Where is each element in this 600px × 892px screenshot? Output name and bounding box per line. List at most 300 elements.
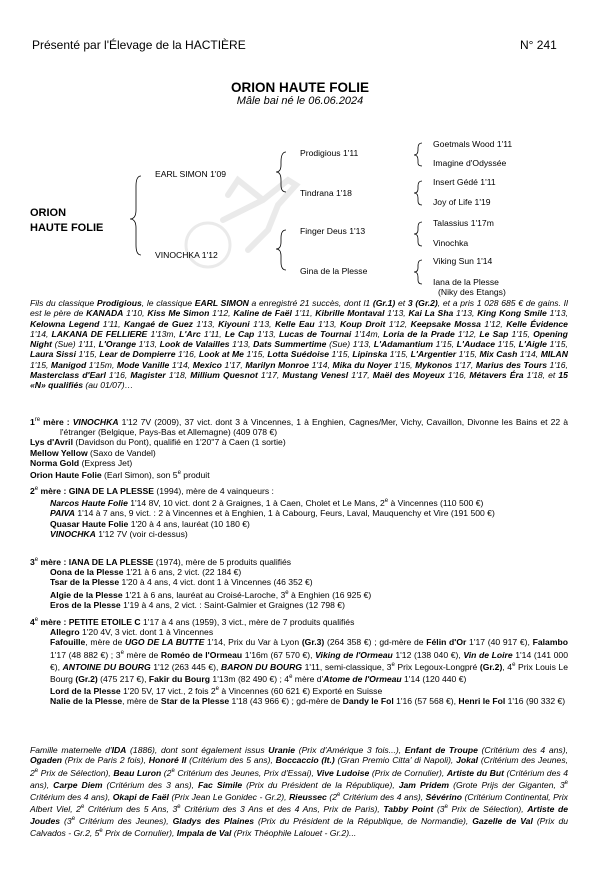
text-segment: e xyxy=(564,779,568,786)
text-segment: e xyxy=(444,804,448,811)
text-segment: Kelle Évidence xyxy=(506,318,568,329)
text-segment: 1'17, xyxy=(348,370,373,381)
text-segment: (Prix d'Amérique 3 fois...), xyxy=(295,745,405,755)
text-segment: (3 xyxy=(60,816,72,827)
text-segment: Loria de la Prade xyxy=(383,328,455,339)
text-segment: (Earl Simon), son 5 xyxy=(101,470,178,481)
text-segment: Prix Louis Le Bourg xyxy=(50,661,568,684)
text-segment: 3 (Gr.2) xyxy=(407,298,438,308)
fourth-dam-heading xyxy=(30,615,568,627)
text-segment: a enregistré 21 succès, dont l1 xyxy=(248,298,373,308)
text-segment: 1'12, xyxy=(480,318,507,329)
text-segment: Artiste de Joudes xyxy=(30,803,569,827)
third-dam-section xyxy=(30,555,568,610)
text-segment: Critérium des Jeunes, Prix d'Essai), xyxy=(174,767,317,778)
text-segment: 1'12 (263 445 €), xyxy=(150,661,221,672)
text-segment: 1'11, semi-classique, 3 xyxy=(302,661,392,672)
text-segment: BARON DU BOURG xyxy=(221,661,303,672)
text-segment: Kiyouni xyxy=(218,318,250,329)
third-dam-produce xyxy=(30,567,568,577)
text-segment: (1974), mère de 5 produits qualifiés xyxy=(153,556,292,567)
fourth-dam-produce xyxy=(30,637,568,684)
text-segment: (Prix de Paris 2 fois), xyxy=(62,755,149,766)
text-segment: Critérium des 4 ans), xyxy=(30,791,113,802)
text-segment: 15 «N» qualifiés xyxy=(30,370,568,391)
text-segment: 1'13, xyxy=(249,318,275,329)
text-segment: 1'12 (138 040 €), xyxy=(392,649,464,660)
text-segment: Kibrille Montaval xyxy=(315,308,385,319)
text-segment: Koup Droit xyxy=(339,318,386,329)
text-segment: (Critérium des 3 ans), xyxy=(102,779,199,790)
text-segment: (Prix du Président de la République, de Normandie), xyxy=(254,816,473,827)
fourth-dam-produce xyxy=(30,627,568,637)
text-segment: Critérium des Jeunes), xyxy=(75,816,173,827)
text-segment: Laura Sissi xyxy=(30,349,76,360)
text-segment: 1'20 5V, 17 vict., 2 fois 2 xyxy=(120,686,216,697)
text-segment: , mère de xyxy=(122,696,161,707)
text-segment: 1'14 (120 440 €) xyxy=(401,673,467,684)
text-segment: Mode Vanille xyxy=(116,359,170,370)
first-dam-produce xyxy=(30,448,568,458)
text-segment: Le Sap xyxy=(479,328,509,339)
pedigree-dsd: Vinochka xyxy=(433,238,469,248)
text-segment: L'Adamantium xyxy=(373,339,434,350)
text-segment: Gazelle de Val xyxy=(472,816,533,827)
text-segment: Lucas de Tournai xyxy=(278,328,352,339)
text-segment: Critérium des 3 Ans et des 4 Ans, Prix de Paris), xyxy=(180,803,384,814)
text-segment: Falambo xyxy=(532,637,568,648)
text-segment: Sévérino xyxy=(425,791,462,802)
second-dam-produce xyxy=(30,519,568,529)
text-segment: (Express Jet) xyxy=(79,458,133,469)
sire-paragraph xyxy=(30,298,568,391)
text-segment: 1'11, xyxy=(99,318,124,329)
text-segment: (Grote Prijs der Giganten, 3 xyxy=(449,779,565,790)
text-segment: Look de Valailles xyxy=(159,339,230,350)
text-segment: re xyxy=(34,417,41,423)
text-segment: 1'13, xyxy=(314,318,340,329)
text-segment: Kai La Sha xyxy=(408,308,454,319)
text-segment: 1'12 7V (2009), 37 vict. dont 3 à Vincennes, 1 à Enghien, Cagnes/Mer, Vichy, Cavaillon, Divonne les Bains et 22 à l'étranger (Belgique, Pays-Bas et Allemagne) (409 078 €) xyxy=(60,416,568,438)
pedigree-sire-dam: Tindrana 1'18 xyxy=(300,188,352,198)
text-segment: Rieussec xyxy=(289,791,327,802)
text-segment: e xyxy=(391,661,395,668)
text-segment: 1'17 (40 917 €), xyxy=(466,637,533,648)
text-segment: L'Orange xyxy=(98,339,136,350)
text-segment: 1'16, xyxy=(105,370,131,381)
text-segment: Prix de Sélection), xyxy=(38,767,114,778)
third-dam-heading xyxy=(30,555,568,567)
text-segment: 1'15, xyxy=(456,349,480,360)
text-segment: VINOCHKA xyxy=(50,528,96,539)
text-segment: à Vincennes (60 621 €) Exporté en Suisse xyxy=(219,686,383,697)
horse-subtitle: Mâle bai né le 06.06.2024 xyxy=(236,95,364,107)
text-segment: Prix de Cornulier), xyxy=(102,828,177,839)
text-segment: Kangaé de Guez xyxy=(123,318,193,329)
text-segment: 1'16 (57 568 €), xyxy=(393,696,459,707)
text-segment: e xyxy=(34,767,39,774)
text-segment: e xyxy=(289,674,293,681)
text-segment: Lear de Dompierre xyxy=(99,349,176,360)
text-segment: 1'11, xyxy=(200,328,225,339)
pedigree-ddd-dam: (Niky des Etangs) xyxy=(438,287,506,297)
text-segment: 1'18, xyxy=(165,370,191,381)
text-segment: 1'14, xyxy=(169,359,193,370)
text-segment: 1'16 (90 332 €) xyxy=(505,696,566,707)
text-segment: Critérium des 5 Ans, 3 xyxy=(84,803,178,814)
third-dam-produce xyxy=(30,588,568,600)
text-segment: Mustang Venesl xyxy=(282,370,349,381)
text-segment: EARL SIMON xyxy=(194,298,249,308)
text-segment: (Saxo de Vandel) xyxy=(87,447,156,458)
text-segment: mère : IANA DE LA PLESSE xyxy=(38,556,154,567)
text-segment: produit xyxy=(180,470,210,481)
text-segment: L'Argentier xyxy=(410,349,457,360)
text-segment: (Critérium des 5 ans), xyxy=(186,755,276,766)
maternal-family-paragraph xyxy=(30,745,568,839)
text-segment: MILAN xyxy=(540,349,568,360)
text-segment: 1'20 à 4 ans, 4 vict. dont 1 à Vincennes (46 352 €) xyxy=(119,577,313,588)
text-segment: 1'15, xyxy=(508,328,534,339)
text-segment: e xyxy=(384,498,389,505)
text-segment: LAKANA DE FELLIERE xyxy=(51,328,148,339)
text-segment: (Gr.2) xyxy=(75,673,98,684)
text-segment: KANADA xyxy=(86,308,124,319)
text-segment: 1'14 8V, 10 vict. dont 2 à Graignes, 1 à Caen, Cholet et Le Mans, 2 xyxy=(127,498,385,509)
text-segment: e xyxy=(171,767,175,774)
text-segment: L'Arc xyxy=(179,328,201,339)
text-segment: Vive Ludoise xyxy=(316,767,370,778)
text-segment: mère d' xyxy=(292,673,324,684)
maternal-family-text xyxy=(30,745,568,839)
text-segment: 2 xyxy=(30,485,35,496)
horse-name-line1: ORION xyxy=(30,207,67,219)
text-segment: (Sue) 1'13, xyxy=(326,339,374,350)
text-segment: 1'21 à 6 ans, lauréat au Croisé-Laroche, 3 xyxy=(122,589,286,600)
text-segment: Oona de la Plesse xyxy=(50,567,124,578)
text-segment: 1'15m, xyxy=(86,359,117,370)
text-segment: e xyxy=(34,486,39,492)
horse-name-line2: HAUTE FOLIE xyxy=(30,222,104,234)
text-segment: Enfant de Troupe xyxy=(404,745,478,755)
text-segment: 1'13, xyxy=(229,339,254,350)
text-segment: UGO DE LA BUTTE xyxy=(124,637,205,648)
text-segment: 1'12, xyxy=(454,328,480,339)
text-segment: Fafouille xyxy=(50,637,86,648)
second-dam-produce xyxy=(30,496,568,508)
text-segment: , mère de xyxy=(85,637,125,648)
text-segment: Métavers Éra xyxy=(469,370,524,381)
text-segment: Kelle Eau xyxy=(274,318,315,329)
text-segment: Quasar Haute Folie xyxy=(50,518,129,529)
text-segment: (Davidson du Pont), qualifié en 1'20''7 à Caen (1 sortie) xyxy=(72,437,286,448)
text-segment: VINOCHKA xyxy=(72,416,119,427)
text-segment: 1'15, xyxy=(391,359,416,370)
text-segment: Prodigious xyxy=(96,298,142,308)
text-segment: 1'11, xyxy=(291,308,316,319)
text-segment: 1'16m (67 570 €), xyxy=(242,649,316,660)
text-segment: (475 217 €), xyxy=(97,673,149,684)
text-segment: Star de la Plesse xyxy=(160,696,230,707)
text-segment: (Critérium des 4 ans), xyxy=(30,767,569,790)
text-segment: 1'16, xyxy=(175,349,199,360)
text-segment: (Critérium Continental, Prix Albert Viel, 2 xyxy=(30,791,568,814)
text-segment: Allegro xyxy=(50,627,80,638)
text-segment: ANTOINE DU BOURG xyxy=(62,661,151,672)
text-segment: à Enghien (16 925 €) xyxy=(288,589,372,600)
pedigree-dam: VINOCHKA 1'12 xyxy=(155,250,218,260)
text-segment: mère : PETITE ETOILE C xyxy=(38,616,141,627)
text-segment: Magister xyxy=(130,370,166,381)
text-segment: 1'15, xyxy=(329,349,353,360)
text-segment: Prix Legoux-Longpré xyxy=(394,661,480,672)
text-segment: e xyxy=(71,816,76,823)
text-segment: 1'20 à 4 ans, lauréat (10 180 €) xyxy=(128,518,250,529)
text-segment: (Gr.3) xyxy=(301,637,325,648)
third-dam-produce xyxy=(30,600,568,610)
fourth-dam-produce xyxy=(30,696,568,706)
text-segment: Fac Simile xyxy=(198,779,243,790)
text-segment: à Vincennes (110 500 €) xyxy=(388,498,484,509)
fourth-dam-section xyxy=(30,615,568,707)
text-segment: Millium Quesnot xyxy=(190,370,258,381)
text-segment: Okapi de Faël xyxy=(112,791,169,802)
text-segment: Roméo de l'Ormeau xyxy=(160,649,243,660)
text-segment: 1'18, et xyxy=(523,370,559,381)
first-dam-produce xyxy=(30,458,568,468)
text-segment: 1'13, xyxy=(453,308,478,319)
text-segment: 1'13m (82 490 €) ; 4 xyxy=(210,673,290,684)
text-segment: 1'16, xyxy=(444,370,470,381)
text-segment: Marilyn Monroe xyxy=(245,359,310,370)
text-segment: 1'17, xyxy=(257,370,283,381)
text-segment: e xyxy=(34,557,39,563)
text-segment: mère : GINA DE LA PLESSE xyxy=(38,485,155,496)
text-segment: Manigod xyxy=(50,359,87,370)
text-segment: Le Cap xyxy=(224,328,255,339)
text-segment: 1'14, xyxy=(30,328,52,339)
text-segment: Atome de l'Ormeau xyxy=(323,673,402,684)
text-segment: 1'20 4V, 3 vict. dont 1 à Vincennes xyxy=(79,627,214,638)
text-segment: 1'17, xyxy=(221,359,246,370)
text-segment: 1'16, xyxy=(547,359,568,370)
pedigree-sire: EARL SIMON 1'09 xyxy=(155,169,227,179)
text-segment: 1'18 (43 966 €) ; gd-mère de xyxy=(229,696,343,707)
text-segment: Narcos Haute Folie xyxy=(50,498,128,509)
text-segment: Honoré II xyxy=(148,755,187,766)
text-segment: 1'13, xyxy=(254,328,279,339)
text-segment: e xyxy=(285,589,289,596)
text-segment: 1'15, xyxy=(30,359,51,370)
text-segment: Mellow Yellow xyxy=(30,447,88,458)
text-segment: Henri le Fol xyxy=(458,696,506,707)
text-segment: Eros de la Plesse xyxy=(50,599,121,610)
text-segment: 1'15, xyxy=(75,349,100,360)
text-segment: Lipinska xyxy=(352,349,388,360)
text-segment: Tsar de la Plesse xyxy=(50,577,120,588)
pedigree-sire-sire: Prodigious 1'11 xyxy=(300,148,359,158)
second-dam-heading xyxy=(30,484,568,496)
text-segment: (Prix du Calvados - Gr.2, 5 xyxy=(30,816,569,839)
text-segment: (Gr.1) xyxy=(372,298,396,308)
text-segment: (3 xyxy=(433,803,445,814)
text-segment: 1'15, xyxy=(495,339,519,350)
text-segment: 1'21 à 6 ans, 2 vict. (22 184 €) xyxy=(123,567,242,578)
text-segment: IDA xyxy=(111,745,127,755)
text-segment: 1'14, xyxy=(517,349,541,360)
text-segment: Lys d'Avril xyxy=(30,437,73,448)
text-segment: Artiste du But xyxy=(446,767,504,778)
pedigree-ssd: Imagine d'Odyssée xyxy=(433,158,507,168)
text-segment: mère : xyxy=(40,416,73,427)
text-segment: e xyxy=(337,791,341,798)
text-segment: 1'10, xyxy=(123,308,148,319)
text-segment: 1'17, xyxy=(452,359,476,370)
text-segment: e xyxy=(99,828,103,835)
text-segment: 1'14 (141 000 €), xyxy=(50,649,568,672)
text-segment: 1'13, xyxy=(192,318,219,329)
text-segment: 1'17 (48 882 €) ; 3 xyxy=(50,649,121,660)
text-segment: Uranie xyxy=(268,745,296,755)
presenter-line: Présenté par l'Élevage de la HACTIÈRE xyxy=(32,38,246,52)
text-segment: 1'14, Prix du Var à Lyon xyxy=(204,637,302,648)
text-segment: (264 358 €) ; gd-mère de xyxy=(324,637,427,648)
second-dam-produce xyxy=(30,529,568,539)
text-segment: Critérium des 4 ans), xyxy=(340,791,426,802)
text-segment: 1'13m, xyxy=(147,328,180,339)
text-segment: PAIVA xyxy=(50,508,75,519)
text-segment: Viking de l'Ormeau xyxy=(315,649,393,660)
pedigree-sds: Insert Gédé 1'11 xyxy=(433,177,496,187)
text-segment: Mexico xyxy=(192,359,222,370)
horse-title: ORION HAUTE FOLIE xyxy=(231,80,369,95)
text-segment: 1'14m, xyxy=(351,328,384,339)
pedigree-dam-sire: Finger Deus 1'13 xyxy=(300,226,366,236)
text-segment: 1'15, xyxy=(387,349,411,360)
text-segment: Boccaccio (It.) xyxy=(275,755,335,766)
text-segment: (Critérium des Jeunes, 2 xyxy=(30,755,569,778)
text-segment: 1'13, xyxy=(546,308,568,319)
text-segment: L'Audace xyxy=(456,339,496,350)
text-segment: (au 01/07)… xyxy=(83,380,134,391)
pedigree-dam-dam: Gina de la Plesse xyxy=(300,266,368,276)
text-segment: Impala de Val xyxy=(176,828,232,839)
pedigree-dss: Talassius 1'17m xyxy=(433,218,494,228)
text-segment: Fakir du Bourg xyxy=(148,673,211,684)
pedigree-sss: Goetmals Wood 1'11 xyxy=(433,139,513,149)
text-segment: Vin de Loire xyxy=(463,649,513,660)
first-dam-produce xyxy=(30,437,568,447)
text-segment: 1'15, xyxy=(243,349,268,360)
text-segment: Ogaden xyxy=(30,755,62,766)
text-segment: (2 xyxy=(161,767,172,778)
text-segment: (Prix du Président de la République), xyxy=(242,779,399,790)
second-dam-produce xyxy=(30,508,568,518)
text-segment: Opening Night xyxy=(30,328,568,350)
text-segment: (Critérium des 4 ans), xyxy=(477,745,568,755)
text-segment: , 4 xyxy=(502,661,513,672)
text-segment: King Kong Smile xyxy=(477,308,547,319)
second-dam-section xyxy=(30,484,568,539)
text-segment: 1'15, xyxy=(433,339,457,350)
third-dam-produce xyxy=(30,577,568,587)
text-segment: Maël des Moyeux xyxy=(372,370,445,381)
text-segment: Marius des Tours xyxy=(475,359,547,370)
text-segment: e xyxy=(177,470,181,477)
lot-number: N° 241 xyxy=(520,38,557,52)
text-segment: Keepsake Mossa xyxy=(410,318,481,329)
text-segment: (Prix Jean Le Gonidec - Gr.2), xyxy=(168,791,290,802)
text-segment: Dats Summertime xyxy=(253,339,327,350)
text-segment: (Gr.2) xyxy=(479,661,503,672)
text-segment: 3 xyxy=(30,556,35,567)
text-segment: (Prix de Cornulier), xyxy=(369,767,447,778)
text-segment: Jokal xyxy=(456,755,479,766)
pedigree-dds: Viking Sun 1'14 xyxy=(433,256,493,266)
text-segment: Prix de Sélection), xyxy=(447,803,528,814)
text-segment: e xyxy=(34,617,39,623)
text-segment: mère de xyxy=(123,649,161,660)
text-segment: e xyxy=(512,661,516,668)
text-segment: Orion Haute Folie xyxy=(30,470,102,481)
text-segment: 1'19 à 4 ans, 2 vict. : Saint-Galmier et Graignes (12 798 €) xyxy=(120,599,345,610)
text-segment: Kelowna Legend xyxy=(30,318,100,329)
pedigree-sdd: Joy of Life 1'19 xyxy=(433,197,491,207)
text-segment: e xyxy=(177,804,181,811)
text-segment: , et a pris 1 028 685 € de gains. Il est le père de xyxy=(30,298,568,319)
text-segment: Beau Luron xyxy=(113,767,162,778)
text-segment: 1'15, xyxy=(546,339,568,350)
text-segment: 1'13, xyxy=(135,339,160,350)
text-segment: (2 xyxy=(326,791,338,802)
pedigree-ddd: Iana de la Plesse xyxy=(433,277,499,287)
text-segment: Jam Pridem xyxy=(398,779,450,790)
text-segment: 1'14, xyxy=(309,359,333,370)
text-segment: Mika du Noyer xyxy=(332,359,392,370)
text-segment: Norma Gold xyxy=(30,458,80,469)
text-segment: 4 xyxy=(30,616,35,627)
text-segment: Lotta Suédoise xyxy=(267,349,330,360)
text-segment: Famille maternelle d' xyxy=(30,745,112,755)
text-segment: L'Aigle xyxy=(518,339,547,350)
text-segment: Mix Cash xyxy=(479,349,518,360)
text-segment: Félin d'Or xyxy=(426,637,467,648)
text-segment: 1'17 à 4 ans (1959), 3 vict., mère de 7 produits qualifiés xyxy=(140,616,355,627)
text-segment: Kiss Me Simon xyxy=(147,308,210,319)
text-segment: Fils du classique xyxy=(30,298,97,308)
text-segment: Gladys des Plaines xyxy=(172,816,255,827)
first-dam-heading xyxy=(30,415,568,437)
text-segment: (1886), dont sont également issus xyxy=(126,745,269,755)
text-segment: e xyxy=(80,804,85,811)
text-segment: Lord de la Plesse xyxy=(50,686,121,697)
text-segment: et xyxy=(395,298,408,308)
text-segment: Tabby Point xyxy=(383,803,434,814)
text-segment: , le classique xyxy=(141,298,195,308)
text-segment: 1'14 à 7 ans, 9 vict. : 2 à Vincennes et à Enghien, 1 à Cabourg, Feurs, Laval, Mauquenchy et Vire (191 500 €) xyxy=(75,508,495,519)
text-segment: 1'12, xyxy=(209,308,234,319)
text-segment: 1'13, xyxy=(384,308,409,319)
text-segment: Dandy le Fol xyxy=(342,696,394,707)
text-segment: Masterclass d'Earl xyxy=(30,370,106,381)
text-segment: (Prix Théophile Lalouet - Gr.2)... xyxy=(231,828,357,839)
fourth-dam-produce xyxy=(30,684,568,696)
text-segment: Mykonos xyxy=(415,359,453,370)
text-segment: (1994), mère de 4 vainqueurs : xyxy=(154,485,274,496)
text-segment: (Sue) 1'11, xyxy=(51,339,99,350)
text-segment: Look at Me xyxy=(198,349,244,360)
text-segment: (Gran Premio Citta' di Napoli), xyxy=(334,755,457,766)
